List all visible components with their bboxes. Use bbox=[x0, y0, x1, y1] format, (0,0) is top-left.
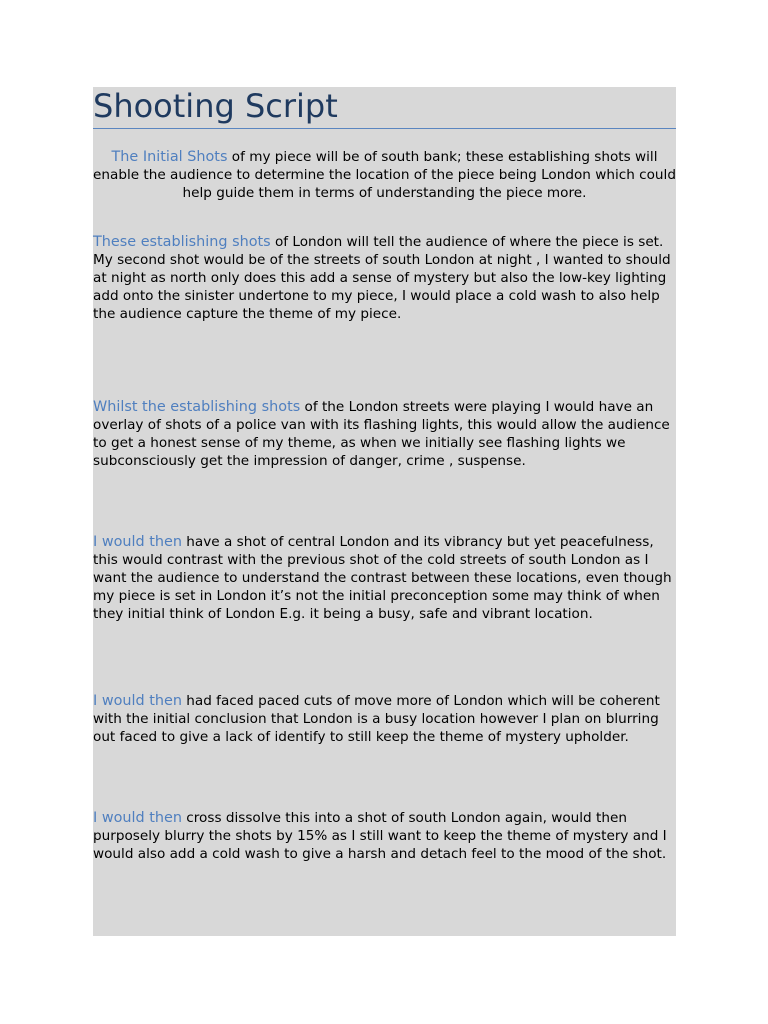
paragraph-text: have a shot of central London and its vibrancy but yet peacefulness, this would contrast with the previous shot of the cold streets of south London as I want the audience to understand the contrast between these locations, even though my piece is set in London it’s not the initial preconception some may think of when they initial think of London E.g. it being a busy, safe and vibrant location. bbox=[93, 534, 672, 622]
paragraph-lead: I would then bbox=[93, 810, 182, 826]
paragraph-text: of the London streets were playing I would have an overlay of shots of a police van with its flashing lights, this would allow the audience to get a honest sense of my theme, as when we initially see flashing lights we subconsciously get the impression of danger, crime , suspense. bbox=[93, 399, 670, 469]
paragraph-text: of my piece will be of south bank; these establishing shots will enable the audience to determine the location of the piece being London which could help guide them in terms of understanding the piece more. bbox=[93, 149, 676, 201]
paragraph-paced-cuts bbox=[93, 692, 676, 746]
paragraph-text: cross dissolve this into a shot of south London again, would then purposely blurry the shots by 15% as I still want to keep the theme of mystery and I would also add a cold wash to give a harsh and detach feel to the mood of the shot. bbox=[93, 810, 667, 862]
paragraph-central-london bbox=[93, 533, 676, 623]
paragraph-initial-shots bbox=[93, 148, 676, 202]
title-underline-divider bbox=[93, 128, 676, 129]
paragraph-cross-dissolve bbox=[93, 809, 676, 863]
paragraph-lead: The Initial Shots bbox=[111, 149, 228, 165]
paragraph-text: of London will tell the audience of where the piece is set. My second shot would be of the streets of south London at night , I wanted to should at night as north only does this add a sense of mystery but also the low-key lighting add onto the sinister undertone to my piece, I would place a cold wash to also help the audience capture the theme of my piece. bbox=[93, 234, 671, 322]
paragraph-lead: These establishing shots bbox=[93, 234, 271, 250]
document-title: Shooting Script bbox=[93, 87, 338, 125]
document-page bbox=[93, 87, 676, 936]
paragraph-lead: I would then bbox=[93, 693, 182, 709]
paragraph-text: had faced paced cuts of move more of London which will be coherent with the initial conclusion that London is a busy location however I plan on blurring out faced to give a lack of identify to still keep the theme of mystery upholder. bbox=[93, 693, 660, 745]
paragraph-overlay-shots bbox=[93, 398, 676, 470]
paragraph-lead: Whilst the establishing shots bbox=[93, 399, 301, 415]
paragraph-lead: I would then bbox=[93, 534, 182, 550]
paragraph-establishing-shots bbox=[93, 233, 676, 323]
